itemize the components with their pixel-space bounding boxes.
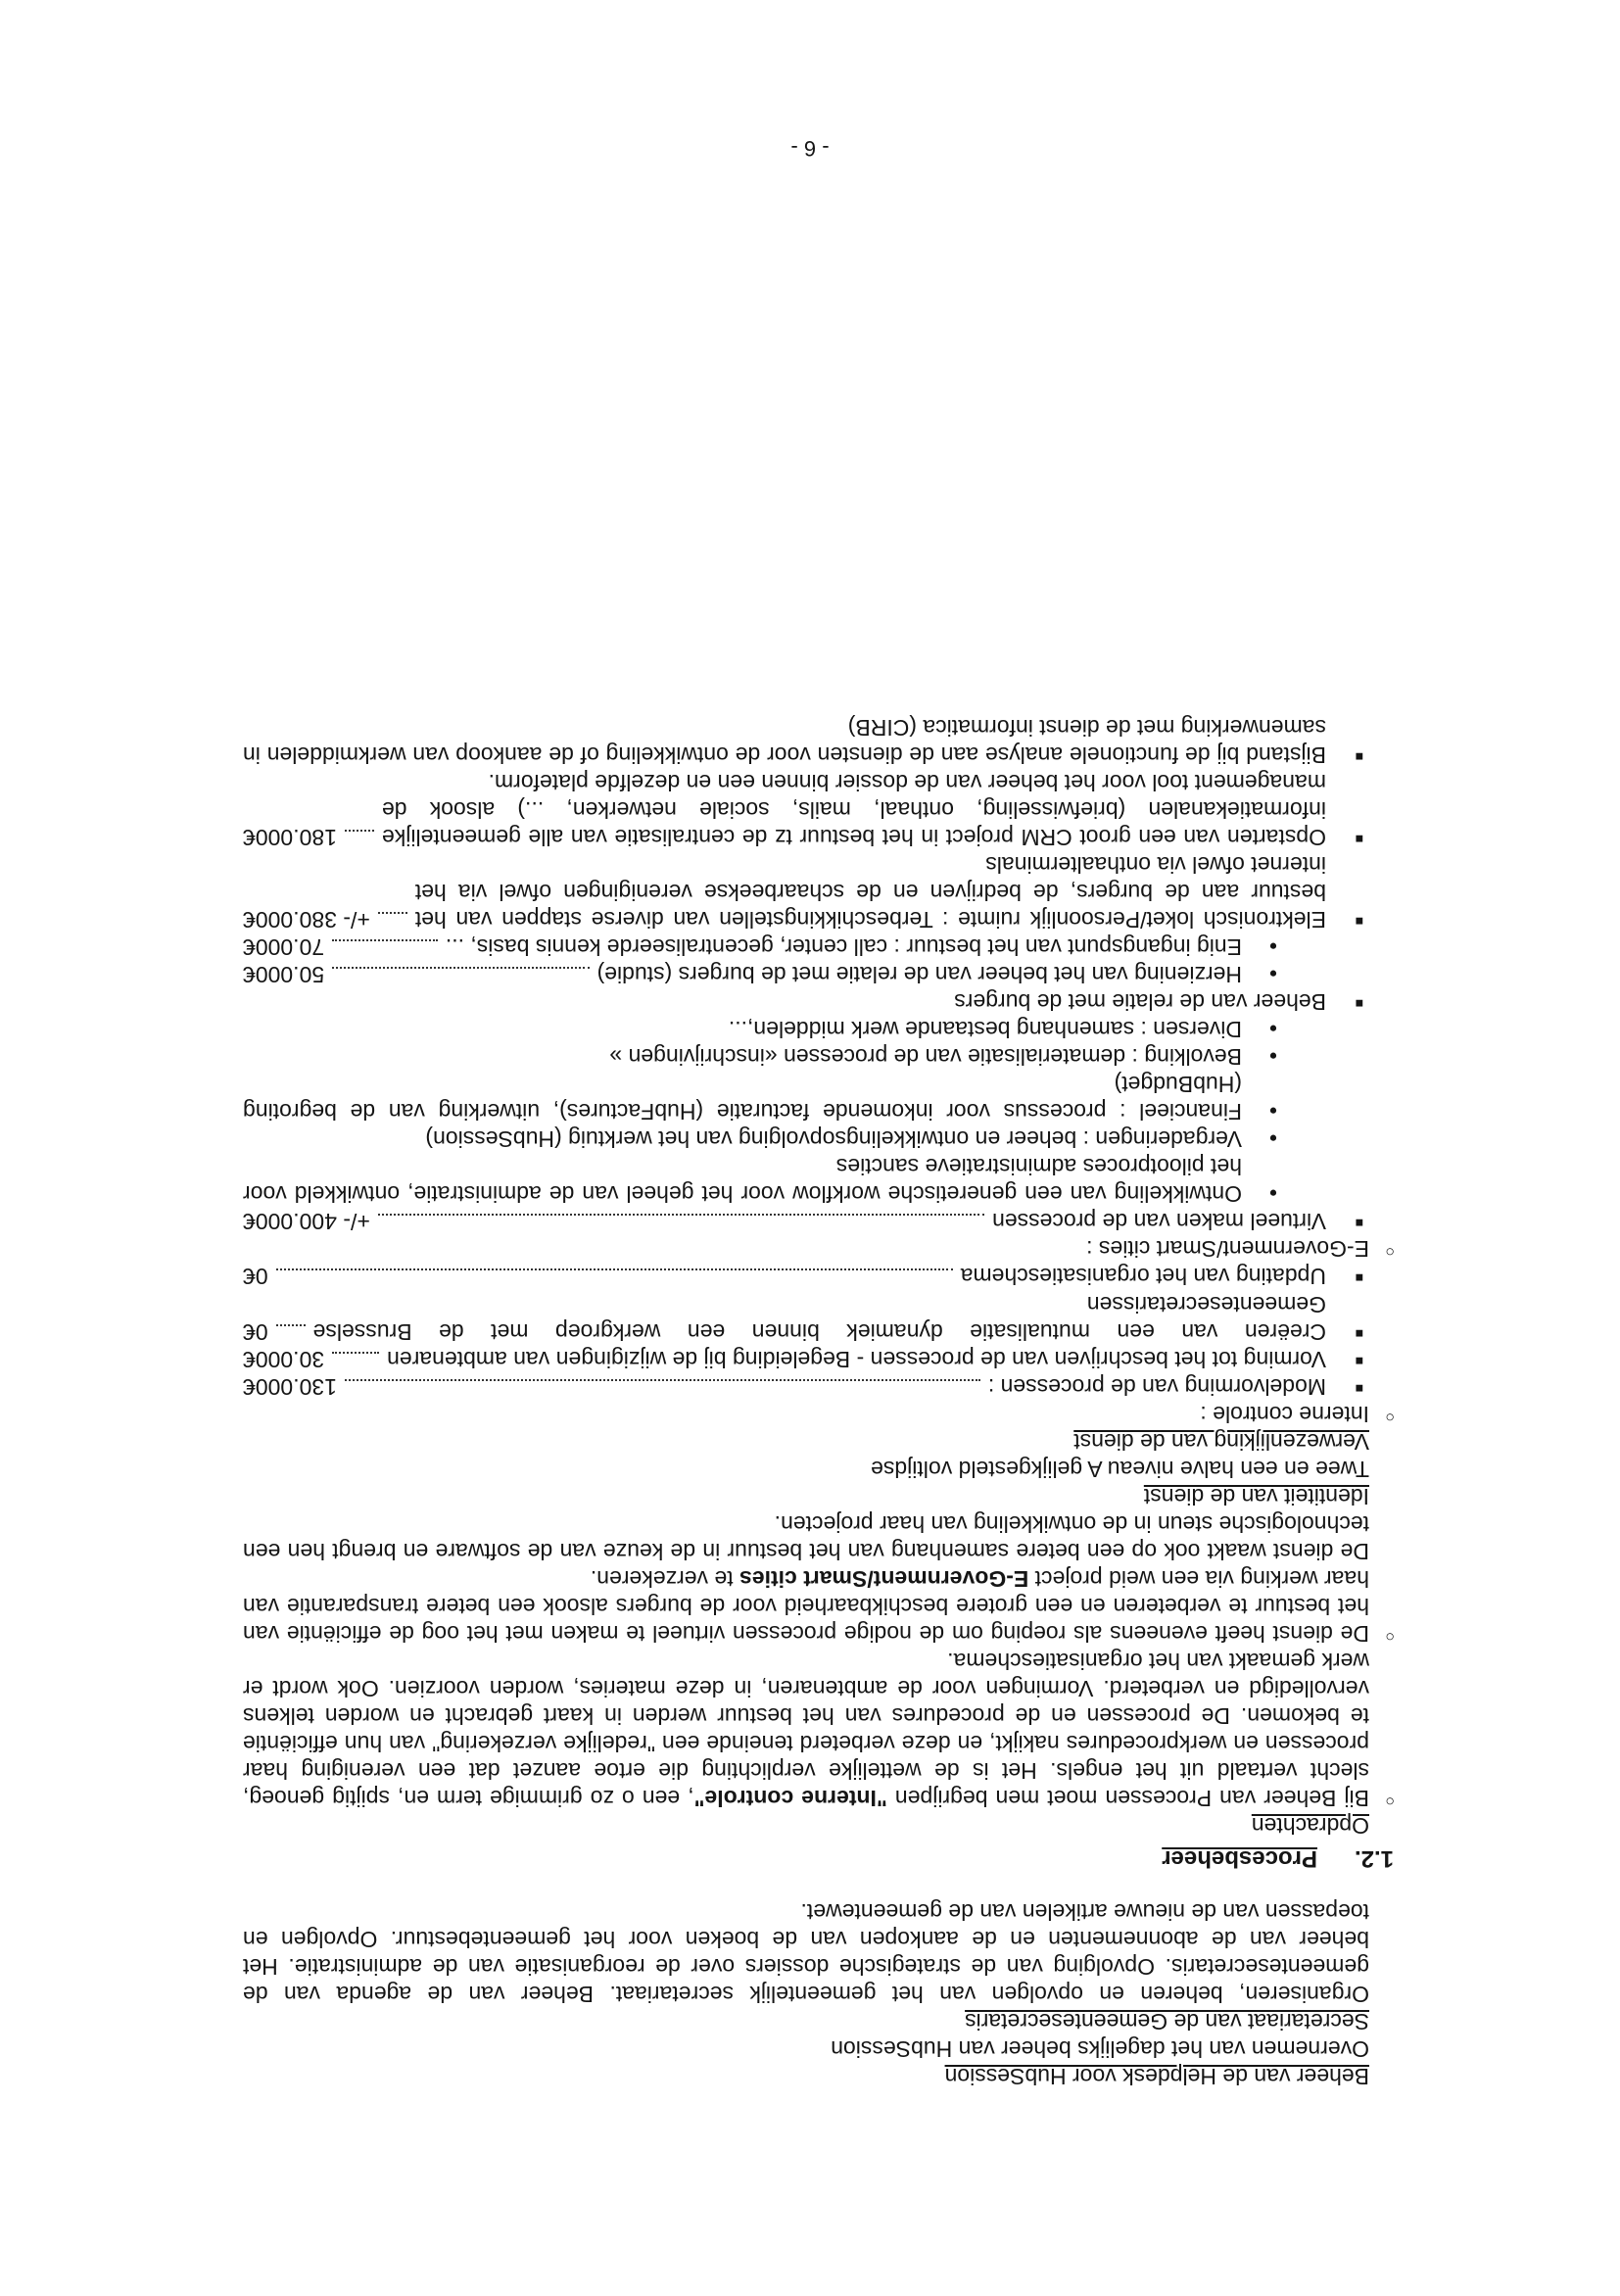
square-bullet-icon: ■ <box>1355 1380 1363 1397</box>
dot-leader <box>332 939 438 941</box>
spacer <box>243 1873 1369 1898</box>
list-item: • Enig ingangspunt van het bestuur : call center, gecentraliseerde kennis basis, ... 70.000€ <box>243 933 1277 960</box>
list-item: ■ Opstarten van een groot CRM project in het bestuur tz de centralisatie van alle gemeentelijke informatiekanalen (briefwisseling, onthaal, mails, sociale netwerken, ...) alsook de management tool voor het beheer van de dossier binnen een en dezelfde plateform. 180.000€ <box>243 769 1363 850</box>
circle-bullet-icon: ○ <box>1385 1243 1395 1261</box>
dot-leader <box>276 1324 306 1326</box>
bold-term: E-Government/Smart cities <box>739 1565 1029 1592</box>
bullet-icon: • <box>1268 1180 1277 1207</box>
dot-leader <box>345 830 374 832</box>
list-item: ■ Bijstand bij de functionele analyse aan de diensten voor de ontwikkeling of de aankoop van werkmiddelen in samenwerking met de dienst informatica (CIRB) <box>243 714 1363 768</box>
dot-leader <box>276 1268 953 1270</box>
verwezenlijking-heading: Verwezenlijking van de dienst <box>1073 1428 1369 1455</box>
amount: 130.000€ <box>243 1373 337 1400</box>
list-item: ■ Vorming tot het beschrijven van de processen - Begeleiding bij de wijzigingen van ambtenaren 30.000€ <box>243 1346 1363 1372</box>
interne-controle-label: ○ Interne controle : <box>1200 1401 1395 1427</box>
dot-leader <box>345 1379 980 1381</box>
list-item: • Financieel : processus voor inkomende facturatie (HubFactures), uitwerking van de begroting (HubBudget) <box>243 1072 1277 1125</box>
bullet-icon: • <box>1268 960 1277 986</box>
square-bullet-icon: ■ <box>1355 913 1363 930</box>
square-bullet-icon: ■ <box>1355 1353 1363 1369</box>
secretariaat-heading: Secretariaat van de Gemeentesecretaris <box>965 2008 1369 2034</box>
bullet-icon: • <box>1268 1125 1277 1152</box>
identiteit-heading: Identiteit van de dienst <box>1143 1483 1369 1509</box>
list-item: ■ Modelvorming van de processen : 130.000€ <box>243 1373 1363 1400</box>
dot-leader <box>378 1214 984 1216</box>
helpdesk-heading: Beheer van de Helpdesk voor HubSession <box>944 2064 1369 2089</box>
list-item: • Ontwikkeling van een generetische workflow voor het geheel van de administratie, ontwikkeld voor het pilootproces administratieve sancties <box>243 1154 1277 1208</box>
amount: 50.000€ <box>243 961 325 987</box>
section-number: 1.2. <box>1354 1844 1394 1872</box>
list-item: ■ Updating van het organisatieschema 0€ <box>243 1264 1363 1290</box>
paragraph-dienst: De dienst waakt ook op een betere samenhang van het bestuur in de keuze van de software en brengt hen een technologische steun in de ontwikkeling van haar projecten. <box>243 1510 1369 1564</box>
list-item: • Diversen : samenhang bestaande werk middelen,... <box>728 1016 1277 1043</box>
circle-bullet-icon: ○ <box>1385 1628 1395 1646</box>
page-content <box>243 713 1395 2090</box>
page-number: - 6 - <box>790 136 830 161</box>
list-item: ■ Beheer van de relatie met de burgers <box>954 989 1363 1015</box>
dot-leader <box>332 967 589 969</box>
bullet-icon: • <box>1268 933 1277 959</box>
staff-text: Twee en een halve niveau A gelijkgesteld voltijdse <box>871 1456 1369 1482</box>
square-bullet-icon: ■ <box>1355 1216 1363 1232</box>
list-item: • Bevolking : dematerialisatie van de processen «inschrijvingen » <box>609 1043 1277 1071</box>
secretariaat-text: Organiseren, beheren en opvolgen van het gemeentelijk secretariaat. Beheer van de agenda van de gemeentesecretaris. Opvolging van de strategische dossiers over de reorganisatie van de administratie. Het beheer van de abonnementen en de aankopen van de boeken voor het gemeentebestuur. Opvolgen en toepassen van de nieuwe artikelen van de gemeentewet. <box>243 1898 1369 2007</box>
amount: +/- 400.000€ <box>243 1209 370 1235</box>
list-item: ■ Creëren van een mutualisatie dynamiek binnen een werkgroep met de Brusselse Gemeentesecretarissen 0€ <box>243 1291 1363 1345</box>
list-item: ■ Elektronisch loket/Persoonlijk ruimte : Terbeschikkingstellen van diverse stappen van het bestuur aan de burgers, de bedrijven en de schaarbeekse verenigingen ofwel via het internet ofwel via onthaalterminals +/- 380.000€ <box>243 851 1363 933</box>
list-item: • Herziening van het beheer van de relatie met de burgers (studie) 50.000€ <box>243 960 1277 987</box>
amount: 180.000€ <box>243 824 337 850</box>
section-title: Procesbeheer <box>1162 1844 1317 1872</box>
opdrachten-heading: Opdrachten <box>1251 1813 1369 1840</box>
square-bullet-icon: ■ <box>1355 831 1363 847</box>
square-bullet-icon: ■ <box>1355 748 1363 765</box>
square-bullet-icon: ■ <box>1355 1325 1363 1342</box>
amount: 0€ <box>243 1264 268 1290</box>
amount: 70.000€ <box>243 933 325 960</box>
helpdesk-text: Overnemen van het dagelijks beheer van HubSession <box>831 2035 1369 2062</box>
section-heading <box>243 1843 1394 1872</box>
amount: 0€ <box>243 1318 268 1345</box>
dot-leader <box>378 912 407 914</box>
square-bullet-icon: ■ <box>1355 1270 1363 1287</box>
egov-label: ○ E-Government/Smart cities : <box>1086 1236 1395 1263</box>
paragraph-egov: ○ De dienst heeft eveneens als roeping om de nodige processen virtueel te maken met het oog de efficiëntie van het bestuur te verbeteren en een grotere beschikbaarheid voor de burgers alsook een betere transparantie van haar werking via een weid project E-Government/Smart cities te verzekeren. <box>243 1565 1395 1648</box>
amount: 30.000€ <box>243 1346 325 1372</box>
dot-leader <box>332 1352 379 1354</box>
list-item: ■ Virtueel maken van de processen +/- 400.000€ <box>243 1209 1363 1235</box>
bullet-icon: • <box>1268 1043 1277 1070</box>
amount: +/- 380.000€ <box>243 906 370 933</box>
bold-term: "Interne controle" <box>693 1786 887 1812</box>
square-bullet-icon: ■ <box>1355 996 1363 1012</box>
paragraph-interne-controle: ○ Bij Beheer van Processen moet men begrijpen "Interne controle", een o zo grimmige term en, spijtig genoeg, slecht vertaald uit het engels. Het is de wettelijke verplichting die ertoe aanzet dat een vereniging haar processen en werkprocedures nakijkt, en deze verbeterd teneinde een "redelijke verzekering" van hun efficiëntie te bekomen. De processen en de procedures van het bestuur werden in kaart gebracht en worden telkens vervolledigd en verbeterd. Vormingen voor de ambtenaren, in deze materies, worden voorzien. Ook wordt er werk gemaakt van het organisatieschema. <box>243 1649 1395 1812</box>
circle-bullet-icon: ○ <box>1385 1793 1395 1810</box>
bullet-icon: • <box>1268 1098 1277 1124</box>
circle-bullet-icon: ○ <box>1385 1408 1395 1425</box>
list-item: • Vergaderingen : beheer en ontwikkelingsopvolging van het werktuig (HubSession) <box>425 1125 1277 1153</box>
bullet-icon: • <box>1268 1016 1277 1042</box>
